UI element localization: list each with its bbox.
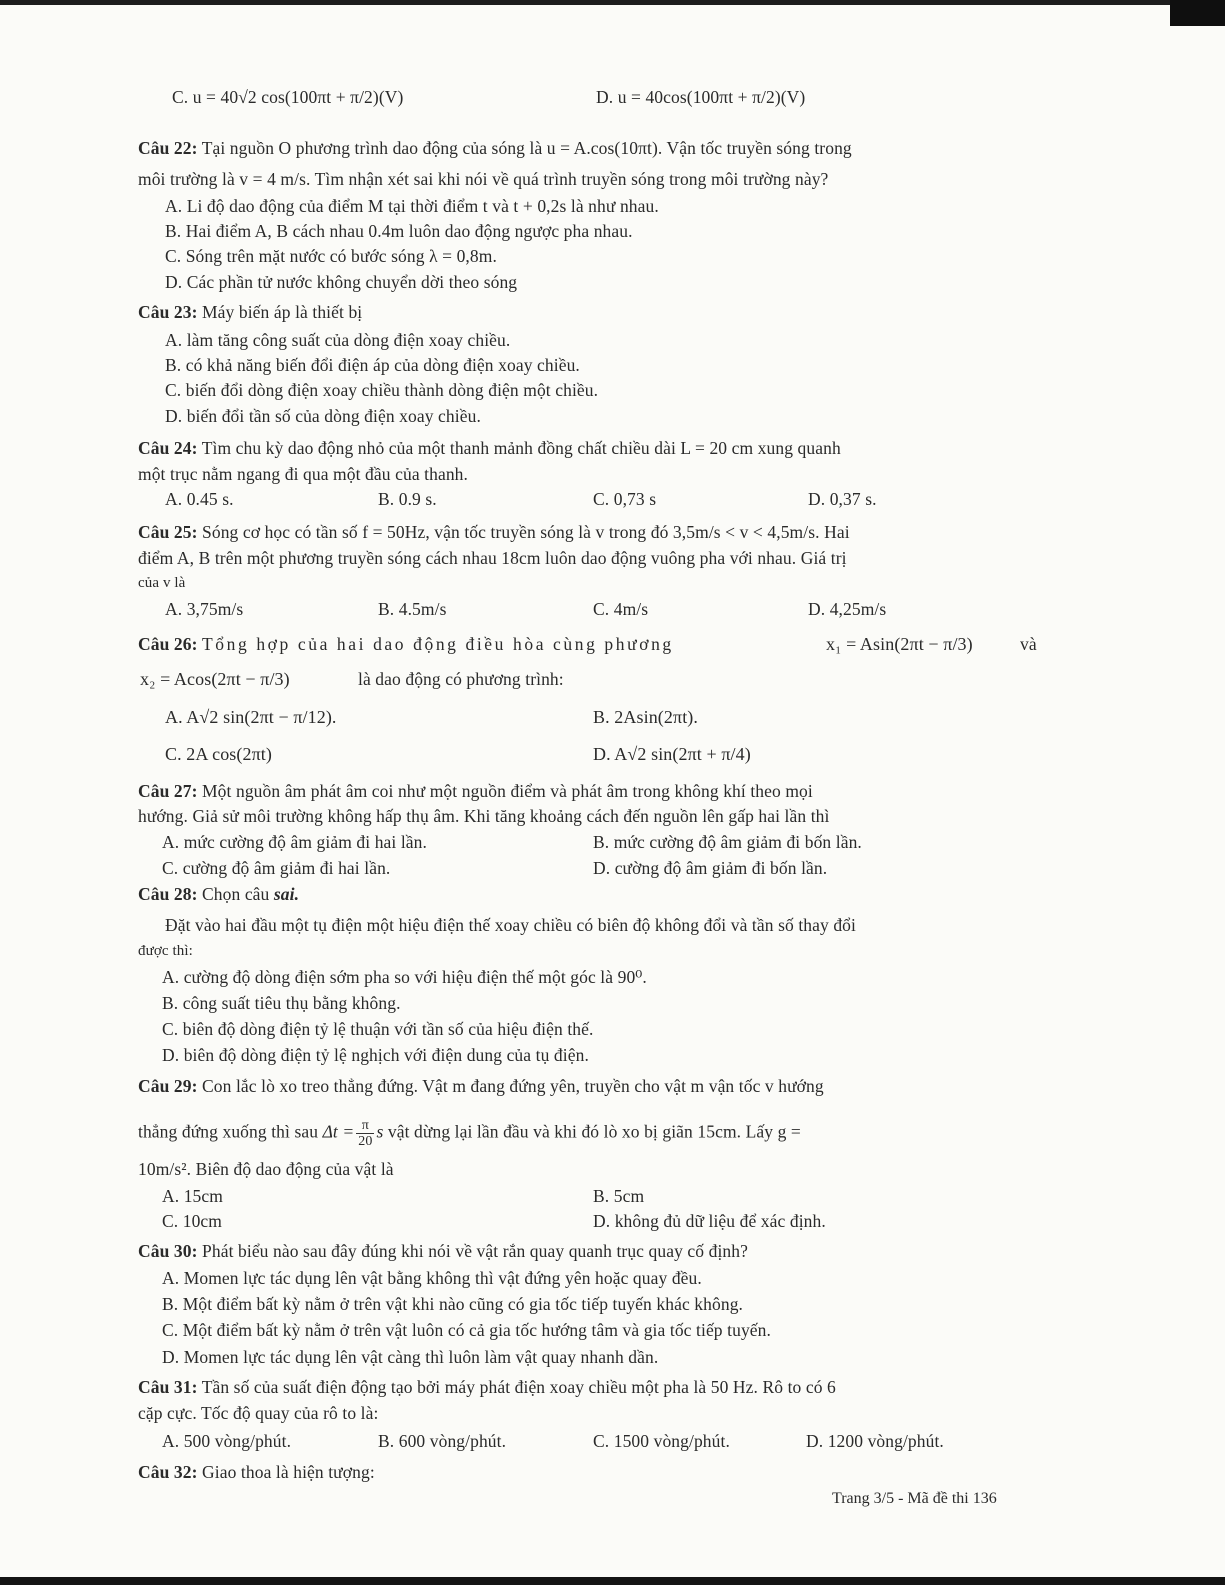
q30-option-d: D. Momen lực tác dụng lên vật càng thì luôn làm vật quay nhanh dần. [162,1347,659,1367]
q25-stem-line2: điểm A, B trên một phương truyền sóng cách nhau 18cm luôn dao động vuông pha với nhau. Giá trị [138,548,847,568]
q24-option-a: A. 0.45 s. [165,489,234,509]
q28-option-a: A. cường độ dòng điện sớm pha so với hiệu điện thế một góc là 90⁰. [162,967,647,987]
q32-stem: Câu 32: Giao thoa là hiện tượng: [138,1462,375,1482]
q31-option-d: D. 1200 vòng/phút. [806,1431,944,1451]
q25-stem-line1: Câu 25: Sóng cơ học có tần số f = 50Hz, vận tốc truyền sóng là v trong đó 3,5m/s < v < 4,5m/s. Hai [138,522,850,542]
q24-option-b: B. 0.9 s. [378,489,437,509]
q29-option-c: C. 10cm [162,1211,223,1231]
q28-stem-line3: được thì: [138,943,193,959]
q26-option-d: D. A√2 sin(2πt + π/4) [593,744,751,764]
q28-option-b: B. công suất tiêu thụ bằng không. [162,993,401,1013]
q22-option-c: C. Sóng trên mặt nước có bước sóng λ = 0,8m. [165,246,497,266]
q28-stem-line1: Câu 28: Chọn câu sai. [138,884,300,904]
q26-x2-equation: x₂ = Acos(2πt − π/3) [140,669,290,689]
q25-stem-line3: của v là [138,575,186,591]
q27-option-c: C. cường độ âm giảm đi hai lần. [162,858,391,878]
q27-stem-line1: Câu 27: Một nguồn âm phát âm coi như một nguồn điểm và phát âm trong không khí theo mọi [138,781,813,801]
q31-option-a: A. 500 vòng/phút. [162,1431,292,1451]
q27-option-a: A. mức cường độ âm giảm đi hai lần. [162,832,427,852]
q24-stem-line2: một trục nằm ngang đi qua một đầu của thanh. [138,464,469,484]
q29-option-d: D. không đủ dữ liệu để xác định. [593,1211,826,1231]
q24-stem-line1: Câu 24: Tìm chu kỳ dao động nhỏ của một thanh mảnh đồng chất chiều dài L = 20 cm xung quanh [138,438,841,458]
q27-stem-line2: hướng. Giả sử môi trường không hấp thụ âm. Khi tăng khoảng cách đến nguồn lên gấp hai lần thì [138,806,830,826]
q21-option-d: D. u = 40cos(100πt + π/2)(V) [596,87,806,107]
q25-option-d: D. 4,25m/s [808,599,887,619]
q26-and: và [1020,634,1037,654]
q30-stem: Câu 30: Phát biểu nào sau đây đúng khi nói về vật rắn quay quanh trục quay cố định? [138,1241,748,1261]
page-footer: Trang 3/5 - Mã đề thi 136 [832,1490,997,1507]
q31-stem-line2: cặp cực. Tốc độ quay của rô to là: [138,1403,379,1423]
q28-option-c: C. biên độ dòng điện tỷ lệ thuận với tần số của hiệu điện thế. [162,1019,594,1039]
q31-option-c: C. 1500 vòng/phút. [593,1431,730,1451]
q24-option-c: C. 0,73 s [593,489,657,509]
q23-option-a: A. làm tăng công suất của dòng điện xoay chiều. [165,330,511,350]
q29-option-b: B. 5cm [593,1186,645,1206]
q28-option-d: D. biên độ dòng điện tỷ lệ nghịch với điện dung của tụ điện. [162,1045,589,1065]
q23-stem: Câu 23: Máy biến áp là thiết bị [138,302,363,322]
q29-option-a: A. 15cm [162,1186,223,1206]
q26-option-b: B. 2Asin(2πt). [593,707,698,727]
q28-stem-line2: Đặt vào hai đầu một tụ điện một hiệu điện thế xoay chiều có biên độ không đổi và tần số thay đổi [165,915,856,935]
q29-stem-line1: Câu 29: Con lắc lò xo treo thẳng đứng. Vật m đang đứng yên, truyền cho vật m vận tốc v hướng [138,1076,824,1096]
q22-option-b: B. Hai điểm A, B cách nhau 0.4m luôn dao động ngược pha nhau. [165,221,633,241]
q24-option-d: D. 0,37 s. [808,489,877,509]
q31-stem-line1: Câu 31: Tần số của suất điện động tạo bởi máy phát điện xoay chiều một pha là 50 Hz. Rô to có 6 [138,1377,836,1397]
q29-stem-line2: thẳng đứng xuống thì sau Δt = $\frac{\pi}{20}$ s vật dừng lại lần đầu và khi đó lò xo bị giãn 15cm. Lấy g = [138,1118,801,1149]
q26-x1-equation: x₁ = Asin(2πt − π/3) [826,634,973,654]
q26-stem-line2: là dao động có phương trình: [358,669,564,689]
q29-time-fraction: $\frac{\pi}{20}$ [358,1118,373,1149]
q22-option-d: D. Các phần tử nước không chuyển dời theo sóng [165,272,518,292]
q22-stem-line2: môi trường là v = 4 m/s. Tìm nhận xét sai khi nói về quá trình truyền sóng trong môi trường này? [138,169,829,189]
q30-option-c: C. Một điểm bất kỳ nằm ở trên vật luôn có cả gia tốc hướng tâm và gia tốc tiếp tuyến. [162,1320,771,1340]
q23-option-d: D. biến đổi tần số của dòng điện xoay chiều. [165,406,481,426]
q27-option-b: B. mức cường độ âm giảm đi bốn lần. [593,832,862,852]
q31-option-b: B. 600 vòng/phút. [378,1431,507,1451]
q23-option-c: C. biến đổi dòng điện xoay chiều thành dòng điện một chiều. [165,380,599,400]
q27-option-d: D. cường độ âm giảm đi bốn lần. [593,858,828,878]
q25-option-c: C. 4m/s [593,599,649,619]
q25-option-b: B. 4.5m/s [378,599,447,619]
q22-stem-line1: Câu 22: Tại nguồn O phương trình dao động của sóng là u = A.cos(10πt). Vận tốc truyền sóng trong [138,138,852,158]
q26-option-c: C. 2A cos(2πt) [165,744,272,764]
q25-option-a: A. 3,75m/s [165,599,244,619]
q26-stem-line1: Câu 26: Tổng hợp của hai dao động điều hòa cùng phương [138,634,674,654]
q21-option-c: C. u = 40√2 cos(100πt + π/2)(V) [172,87,404,107]
q29-stem-line3: 10m/s². Biên độ dao động của vật là [138,1159,394,1179]
q22-option-a: A. Li độ dao động của điểm M tại thời điểm t và t + 0,2s là như nhau. [165,196,659,216]
q23-option-b: B. có khả năng biến đổi điện áp của dòng điện xoay chiều. [165,355,580,375]
q30-option-a: A. Momen lực tác dụng lên vật bằng không thì vật đứng yên hoặc quay đều. [162,1268,702,1288]
q30-option-b: B. Một điểm bất kỳ nằm ở trên vật khi nào cũng có gia tốc tiếp tuyến khác không. [162,1294,744,1314]
q26-option-a: A. A√2 sin(2πt − π/12). [165,707,337,727]
